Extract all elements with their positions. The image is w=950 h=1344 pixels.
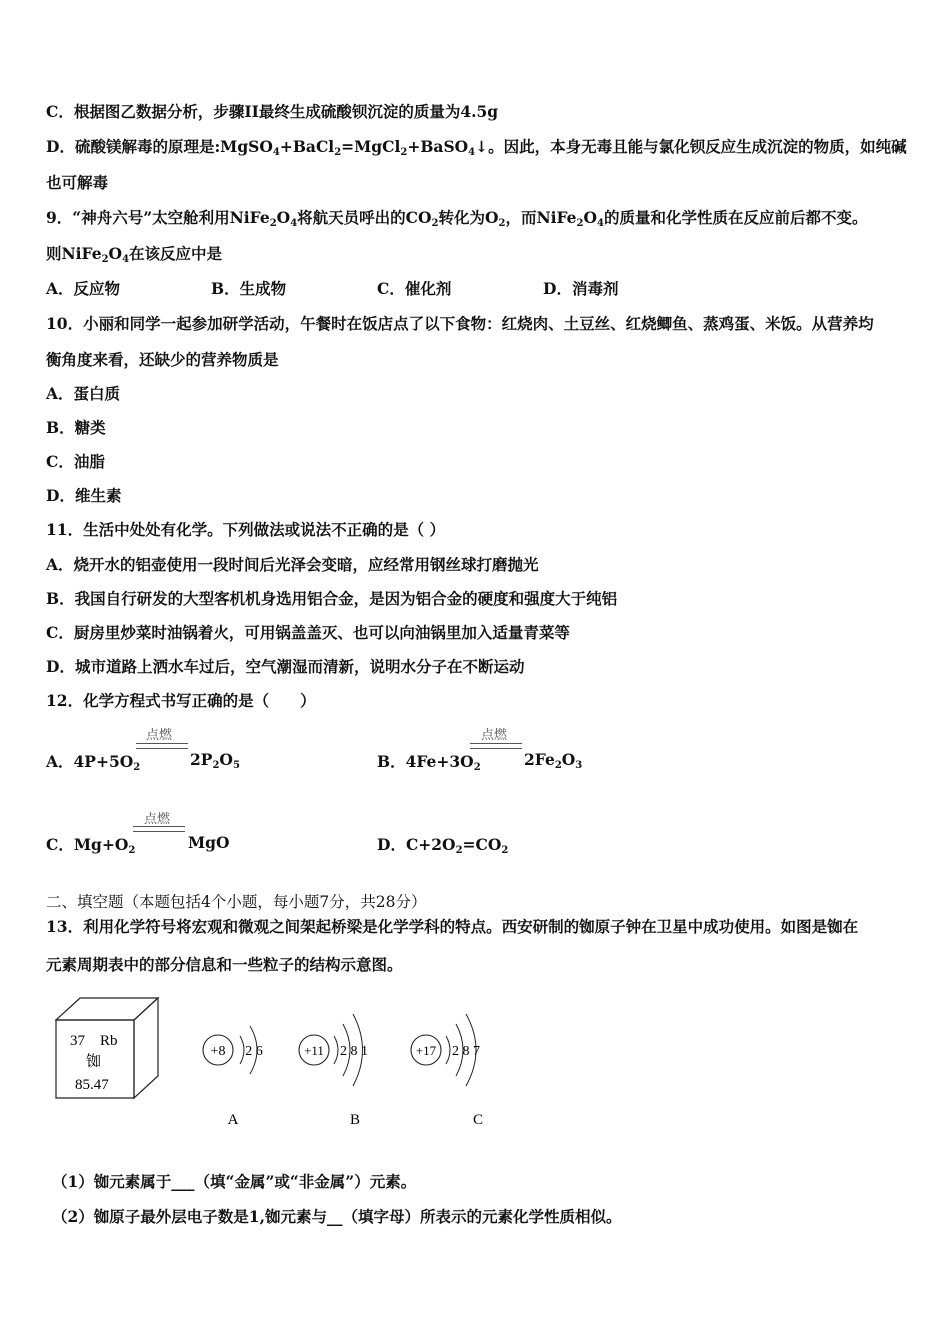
q10-option-d: D．维生素 xyxy=(46,486,122,505)
q11-option-b: B．我国自行研发的大型客机机身选用铝合金，是因为铝合金的硬度和强度大于纯铝 xyxy=(46,589,618,608)
element-mass: 85.47 xyxy=(75,1077,109,1093)
q9-option-d: D．消毒剂 xyxy=(543,279,619,298)
atom-c-label: C xyxy=(472,1112,484,1128)
q10-stem-line1: 10．小丽和同学一起参加研学活动，午餐时在饭店点了以下食物：红烧肉、土豆丝、红烧鲫鱼、蒸鸡蛋、米饭。从营养均 xyxy=(46,314,874,333)
q13-stem-line1: 13．利用化学符号将宏观和微观之间架起桥梁是化学学科的特点。西安研制的铷原子钟在卫星中成功使用。如图是铷在 xyxy=(46,917,859,936)
q12-option-a-condition: 点燃 xyxy=(146,728,173,743)
q12-option-a-left: A．$4P+5O_2$ xyxy=(46,752,141,773)
q10-stem-line2: 衡角度来看，还缺少的营养物质是 xyxy=(46,350,279,369)
element-symbol: Rb xyxy=(100,1033,118,1049)
q10-option-a: A．蛋白质 xyxy=(46,384,121,403)
atom-a-label: A xyxy=(227,1112,239,1128)
atom-a-diagram xyxy=(203,1026,263,1074)
q8-option-c: C．根据图乙数据分析，步骤II最终生成硫酸钡沉淀的质量为4.5g xyxy=(46,102,499,121)
q9-stem-line1: 9．“神舟六号”太空舱利用$NiFe_2O_4$将航天员呼出的$CO_2$转化为$O_2$，而$NiFe_2O_4$的质量和化学性质在反应前后都不变。 xyxy=(46,208,868,229)
atom-b-shells: 2 8 1 xyxy=(340,1044,368,1059)
q12-option-b-right: $2Fe_2O_3$ xyxy=(524,750,583,771)
q10-option-b: B．糖类 xyxy=(46,418,106,437)
q9-option-a: A．反应物 xyxy=(46,279,121,298)
q12-option-b-equals xyxy=(470,743,522,749)
q8-option-d-line2: 也可解毒 xyxy=(46,173,109,192)
q13-stem-line2: 元素周期表中的部分信息和一些粒子的结构示意图。 xyxy=(46,955,403,974)
atom-c-shells: 2 8 7 xyxy=(452,1044,480,1059)
atom-c-nucleus: +17 xyxy=(415,1043,437,1058)
atom-b-label: B xyxy=(349,1112,361,1128)
q11-stem: 11．生活中处处有化学。下列做法或说法不正确的是（ ） xyxy=(46,520,445,539)
atom-b-nucleus: +11 xyxy=(304,1043,324,1058)
q12-option-a-right: $2P_2O_5$ xyxy=(190,750,240,771)
q8-option-d-line1: D．硫酸镁解毒的原理是:MgSO$_4$+BaCl$_2$=MgCl$_2$+BaSO$_4$↓。因此，本身无毒且能与氯化钡反应生成沉淀的物质，如纯碱 xyxy=(46,137,907,158)
q13-sub-question-1: （1）铷元素属于___（填“金属”或“非金属”）元素。 xyxy=(52,1172,417,1191)
atom-b-diagram xyxy=(299,1014,368,1086)
q12-option-c-right: MgO xyxy=(188,833,230,852)
q12-option-c-equals xyxy=(133,826,185,832)
q12-option-c-condition: 点燃 xyxy=(144,812,171,827)
atom-a-nucleus: +8 xyxy=(210,1044,226,1059)
q11-option-d: D．城市道路上洒水车过后，空气潮湿而清新，说明水分子在不断运动 xyxy=(46,657,525,676)
q13-figure xyxy=(50,992,510,1132)
q11-option-a: A．烧开水的铝壶使用一段时间后光泽会变暗，应经常用钢丝球打磨抛光 xyxy=(46,555,539,574)
section-2-heading: 二、填空题（本题包括4个小题，每小题7分，共28分） xyxy=(46,893,427,911)
element-cube xyxy=(56,998,158,1098)
q12-option-d: D．$C+2O_2=CO_2$ xyxy=(377,835,509,856)
q9-option-c: C．催化剂 xyxy=(377,279,452,298)
q9-option-b: B．生成物 xyxy=(211,279,287,298)
element-number: 37 xyxy=(70,1033,85,1049)
q12-option-c-left: C．$Mg+O_2$ xyxy=(46,835,136,856)
q12-option-b-condition: 点燃 xyxy=(481,728,508,743)
atom-c-diagram xyxy=(411,1014,480,1086)
q9-stem-line2: 则$NiFe_2O_4$在该反应中是 xyxy=(46,244,223,265)
element-name: 铷 xyxy=(86,1054,102,1070)
q12-option-b-left: B．$4Fe+3O_2$ xyxy=(377,752,481,773)
atom-a-shells: 2 6 xyxy=(245,1044,263,1059)
q10-option-c: C．油脂 xyxy=(46,452,105,471)
q13-sub-question-2: （2）铷原子最外层电子数是1,铷元素与__（填字母）所表示的元素化学性质相似。 xyxy=(52,1207,622,1226)
q12-option-a-equals xyxy=(136,743,188,749)
q12-stem: 12．化学方程式书写正确的是（ ） xyxy=(46,691,316,710)
q11-option-c: C．厨房里炒菜时油锅着火，可用锅盖盖灭、也可以向油锅里加入适量青菜等 xyxy=(46,623,570,642)
